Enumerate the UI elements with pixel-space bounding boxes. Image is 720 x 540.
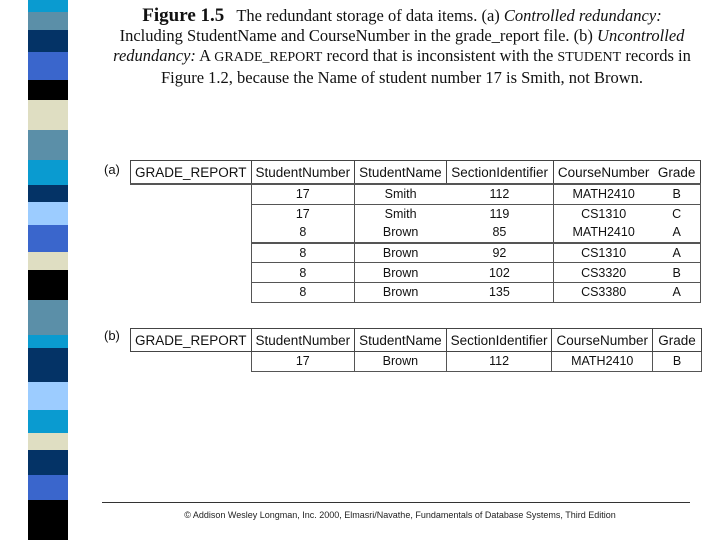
table-a-label: (a) — [104, 162, 120, 177]
table-cell: Brown — [355, 282, 447, 302]
caption-italic: Controlled redundancy: — [503, 6, 662, 25]
empty-cell — [131, 243, 252, 263]
stripe-block — [28, 410, 68, 433]
stripe-block — [28, 475, 68, 500]
table-cell: CS3380 — [553, 282, 654, 302]
caption-text: records in Figure 1.2, because the Name of student number 17 is Smith, not Brown. — [160, 46, 691, 87]
empty-cell — [131, 184, 252, 204]
column-header: StudentNumber — [251, 329, 355, 352]
table-cell: 17 — [251, 352, 355, 372]
table-cell: CS3320 — [553, 263, 654, 283]
stripe-block — [28, 433, 68, 450]
table-cell: B — [653, 352, 702, 372]
stripe-block — [28, 225, 68, 252]
caption-text: Including StudentName and CourseNumber in the grade_report file. (b) — [119, 26, 598, 45]
table-row — [131, 184, 701, 204]
table-cell: 102 — [446, 263, 553, 283]
figure-number: Figure 1.5 — [142, 5, 225, 26]
stripe-block — [28, 300, 68, 335]
table-cell: 112 — [446, 184, 553, 204]
empty-cell — [131, 223, 252, 243]
stripe-block — [28, 348, 68, 382]
stripe-block — [28, 202, 68, 225]
table-cell: Brown — [355, 243, 447, 263]
caption-text: The redundant storage of data items. (a) — [236, 6, 504, 25]
table-cell: MATH2410 — [553, 223, 654, 243]
table-cell: B — [654, 263, 701, 283]
footer-divider — [102, 502, 690, 503]
stripe-block — [28, 270, 68, 300]
table-cell: Brown — [355, 352, 447, 372]
table-cell: A — [654, 243, 701, 263]
table-cell: Brown — [355, 263, 447, 283]
table-cell: 8 — [251, 282, 355, 302]
stripe-block — [28, 12, 68, 30]
column-header: CourseNumber — [553, 161, 654, 185]
table-cell: A — [654, 223, 701, 243]
table-cell: 8 — [251, 223, 355, 243]
stripe-block — [28, 382, 68, 410]
table-row — [131, 352, 702, 372]
empty-cell — [131, 282, 252, 302]
table-cell: CS1310 — [553, 243, 654, 263]
caption-smallcaps: STUDENT — [557, 50, 622, 65]
column-header: StudentName — [355, 329, 447, 352]
stripe-block — [28, 0, 68, 12]
stripe-block — [28, 335, 68, 348]
empty-cell — [131, 263, 252, 283]
column-header: Grade — [654, 161, 701, 185]
relation-name: GRADE_REPORT — [131, 161, 252, 185]
table-cell: 8 — [251, 263, 355, 283]
table-cell: 17 — [251, 204, 355, 223]
table-cell: 119 — [446, 204, 553, 223]
stripe-block — [28, 52, 68, 80]
caption-text: A — [195, 46, 215, 65]
table-cell: 17 — [251, 184, 355, 204]
stripe-block — [28, 252, 68, 270]
stripe-block — [28, 130, 68, 160]
stripe-block — [28, 160, 68, 185]
relation-name: GRADE_REPORT — [131, 329, 252, 352]
stripe-block — [28, 80, 68, 100]
copyright-footer: © Addison Wesley Longman, Inc. 2000, Elmasri/Navathe, Fundamentals of Database Systems, Third Edition — [184, 510, 616, 520]
table-cell: 112 — [446, 352, 552, 372]
stripe-block — [28, 450, 68, 475]
table-cell: Smith — [355, 204, 447, 223]
table-cell: 135 — [446, 282, 553, 302]
grade-report-table-b — [130, 328, 702, 372]
table-row — [131, 263, 701, 283]
table-cell: C — [654, 204, 701, 223]
table-cell: MATH2410 — [553, 184, 654, 204]
stripe-block — [28, 30, 68, 52]
table-row — [131, 204, 701, 223]
grade-report-table-a — [130, 160, 701, 303]
table-cell: MATH2410 — [552, 352, 653, 372]
table-cell: A — [654, 282, 701, 302]
column-header: Grade — [653, 329, 702, 352]
table-cell: 8 — [251, 243, 355, 263]
table-cell: CS1310 — [553, 204, 654, 223]
column-header: CourseNumber — [552, 329, 653, 352]
table-cell: 85 — [446, 223, 553, 243]
figure-caption — [112, 6, 692, 88]
table-b-label: (b) — [104, 328, 120, 343]
stripe-block — [28, 500, 68, 540]
stripe-block — [28, 100, 68, 130]
empty-cell — [131, 352, 252, 372]
column-header: SectionIdentifier — [446, 161, 553, 185]
stripe-block — [28, 185, 68, 202]
table-row — [131, 282, 701, 302]
table-cell: Brown — [355, 223, 447, 243]
caption-italic: Uncontrolled redundancy: — [113, 26, 685, 65]
caption-smallcaps: GRADE_REPORT — [214, 50, 323, 65]
table-row — [131, 223, 701, 243]
caption-text: record that is inconsistent with the — [322, 46, 558, 65]
column-header: StudentName — [355, 161, 447, 185]
table-row — [131, 243, 701, 263]
column-header: SectionIdentifier — [446, 329, 552, 352]
table-cell: 92 — [446, 243, 553, 263]
table-cell: Smith — [355, 184, 447, 204]
column-header: StudentNumber — [251, 161, 355, 185]
empty-cell — [131, 204, 252, 223]
table-cell: B — [654, 184, 701, 204]
